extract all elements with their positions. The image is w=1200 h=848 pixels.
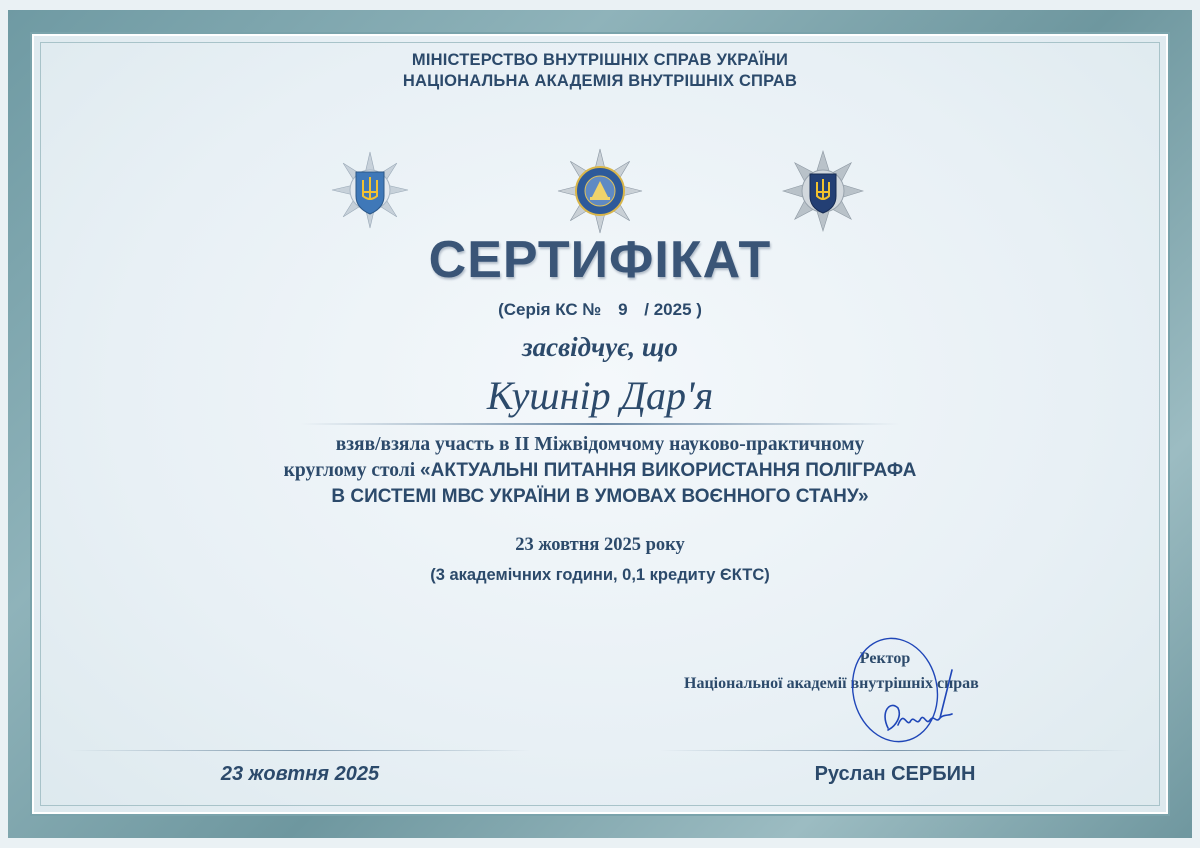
police-star-trident-icon [328, 150, 412, 230]
signatory-title: Ректор [859, 650, 911, 667]
certificate-series [0, 300, 1200, 320]
event-date: 23 жовтня 2025 року [515, 535, 685, 555]
academic-hours: (3 академічних години, 0,1 кредиту ЄКТС) [430, 566, 770, 584]
rector-signature-line [660, 750, 1130, 751]
signatory-organization: Національної академії внутрішніх справ [684, 675, 979, 692]
recipient-name: Кушнір Дар'я [486, 373, 714, 418]
academy-name: НАЦІОНАЛЬНА АКАДЕМІЯ ВНУТРІШНІХ СПРАВ [402, 72, 798, 90]
certificate-title: СЕРТИФІКАТ [428, 231, 772, 289]
participation-line-2: круглому столі «АКТУАЛЬНІ ПИТАННЯ ВИКОРИСТАННЯ ПОЛІГРАФА [283, 460, 917, 481]
participation-text [0, 432, 1200, 510]
date-signature-line [70, 750, 530, 751]
participation-line-3: В СИСТЕМІ МВС УКРАЇНИ В УМОВАХ ВОЄННОГО СТАНУ» [331, 486, 869, 507]
series-number: 9 [618, 300, 628, 319]
series-suffix: / 2025 ) [644, 300, 702, 319]
participation-line-1: взяв/взяла участь в ІІ Міжвідомчому науково-практичному [335, 434, 865, 455]
national-police-star-icon [778, 150, 868, 232]
issuer-header [0, 50, 1200, 92]
handwritten-signature [840, 630, 980, 755]
issue-date: 23 жовтня 2025 [220, 763, 380, 785]
recipient-underline [300, 423, 900, 425]
academy-star-emblem-icon [555, 147, 645, 235]
signatory-name: Руслан СЕРБИН [814, 763, 976, 785]
certifies-text: засвідчує, що [522, 332, 678, 362]
ministry-name: МІНІСТЕРСТВО ВНУТРІШНІХ СПРАВ УКРАЇНИ [411, 51, 789, 69]
series-prefix: (Серія КС № [498, 300, 602, 319]
